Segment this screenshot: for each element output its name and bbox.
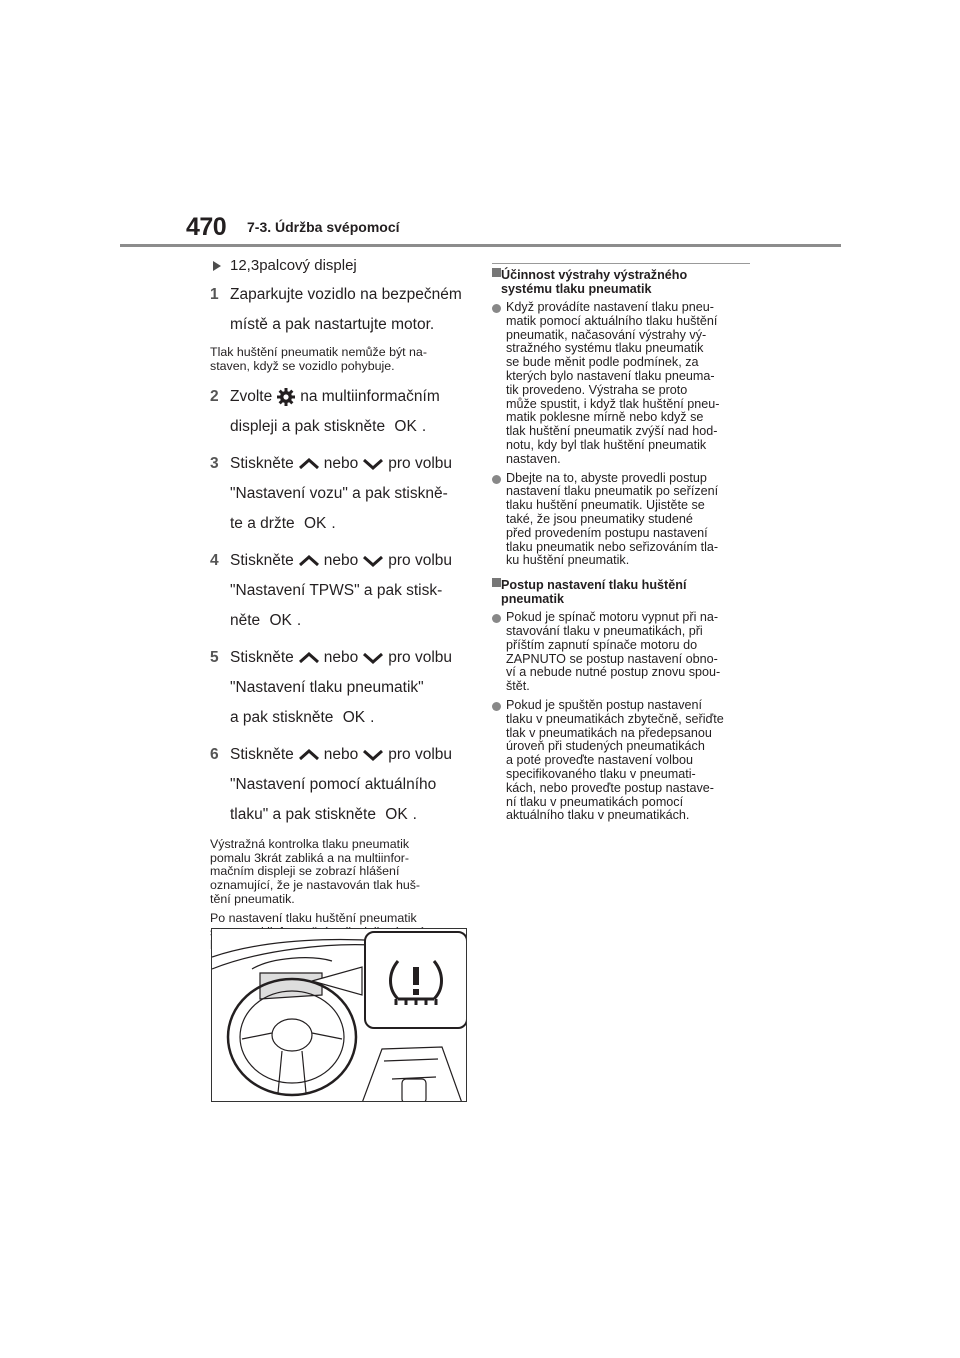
display-label: 12,3palcový displej: [210, 255, 468, 277]
tpms-warning-callout: [364, 931, 467, 1029]
ok-button-glyph: OK: [269, 612, 292, 630]
chevron-up-icon: [298, 458, 320, 470]
right-column: [492, 263, 750, 823]
note-complete: Po nastavení tlaku huštění pneumatik: [210, 911, 417, 926]
chevron-up-icon: [298, 555, 320, 567]
circle-bullet-icon: [492, 475, 501, 484]
triangle-bullet-icon: [213, 261, 221, 271]
list-item: Pokud je spuštěn postup nastavení tlaku v pneumatikách zbytečně, seřiďte tlak v pneumatikách na předepsanou úroveň při studených pneumatikách a poté proveďte nastavení volbou specifikovaného tlaku v pneumati- kách, nebo proveďte postup nastave- ní tlaku v pneumatikách pomocí aktuálního tlaku v pneumatikách.: [492, 699, 750, 823]
gear-icon: [276, 387, 296, 407]
step-5: 5 Stiskněte nebo pro volbu "Nastavení tlaku pneumatik" a pak stiskněte OK .: [210, 644, 468, 731]
note-warning-light: Výstražná kontrolka tlaku pneumatik pomalu 3krát zabliká a na multiinfor- mačním displeji se zobrazí hlášení oznamující, že je nastavován tlak huš- tění pneumatik.: [210, 837, 421, 906]
ok-button-glyph: OK: [303, 515, 327, 533]
left-column: [210, 255, 468, 953]
chevron-down-icon: [362, 458, 384, 470]
list-item: Pokud je spínač motoru vypnut při na- stavování tlaku v pneumatikách, při příštím zapnutí spínače motoru do ZAPNUTO se postup nastavení obno- ví a nebude nutné postup znovu spou- štět.: [492, 611, 750, 694]
square-bullet-icon: [492, 268, 501, 277]
section-heading-warning-effect: Účinnost výstrahy výstražného systému tlaku pneumatik: [492, 263, 750, 296]
chevron-down-icon: [362, 749, 384, 761]
tire-pressure-warning-icon: [366, 933, 466, 1027]
section-title: 7-3. Údržba svépomocí: [247, 219, 400, 235]
step-3: 3 Stiskněte nebo pro volbu "Nastavení vozu" a pak stiskně- te a držte OK .: [210, 450, 468, 537]
page-number: 470: [186, 213, 227, 241]
section-heading-setting-procedure: Postup nastavení tlaku huštění pneumatik: [492, 574, 750, 606]
dashboard-illustration: [211, 928, 467, 1102]
circle-bullet-icon: [492, 702, 501, 711]
step-1: 1 Zaparkujte vozidlo na bezpečném místě a pak nastartujte motor.: [210, 286, 462, 333]
header-divider: [120, 244, 841, 247]
circle-bullet-icon: [492, 304, 501, 313]
step-6: 6 Stiskněte nebo pro volbu "Nastavení pomocí aktuálního tlaku" a pak stiskněte OK .: [210, 741, 468, 828]
list-item: Když provádíte nastavení tlaku pneu- matik pomocí aktuálního tlaku huštění pneumatik, načasování výstrahy vý- stražného systému tlaku pneumatik se bude měnit podle podmínek, za kterých bylo nastavení tlaku pneuma- tik provedeno. Výstraha se proto může spustit, i když tlak huštění pneu- matik poklesne mírně nebo když se tlak huštění pneumatik zvýší nad hod- notu, kdy byl tlak huštění pneumatik nastaven.: [492, 301, 750, 467]
list-item: Dbejte na to, abyste provedli postup nastavení tlaku pneumatik po seřízení tlaku huštění pneumatik. Ujistěte se také, že jsou pneumatiky studené před provedením postupu nastavení tlaku pneumatik nebo seřizováním tla- ku huštění pneumatik.: [492, 472, 750, 569]
ok-button-glyph: OK: [342, 709, 366, 727]
step-4: 4 Stiskněte nebo pro volbu "Nastavení TPWS" a pak stisk- něte OK .: [210, 547, 468, 634]
note-moving: Tlak huštění pneumatik nemůže být na- staven, když se vozidlo pohybuje.: [210, 345, 427, 373]
step-2: 2 Zvolte na multiinformačním displeji a pak stiskněte OK .: [210, 383, 468, 440]
chevron-up-icon: [298, 652, 320, 664]
chevron-up-icon: [298, 749, 320, 761]
chevron-down-icon: [362, 555, 384, 567]
chevron-down-icon: [362, 652, 384, 664]
ok-button-glyph: OK: [385, 806, 408, 824]
ok-button-glyph: OK: [394, 418, 417, 436]
square-bullet-icon: [492, 578, 501, 587]
circle-bullet-icon: [492, 614, 501, 623]
